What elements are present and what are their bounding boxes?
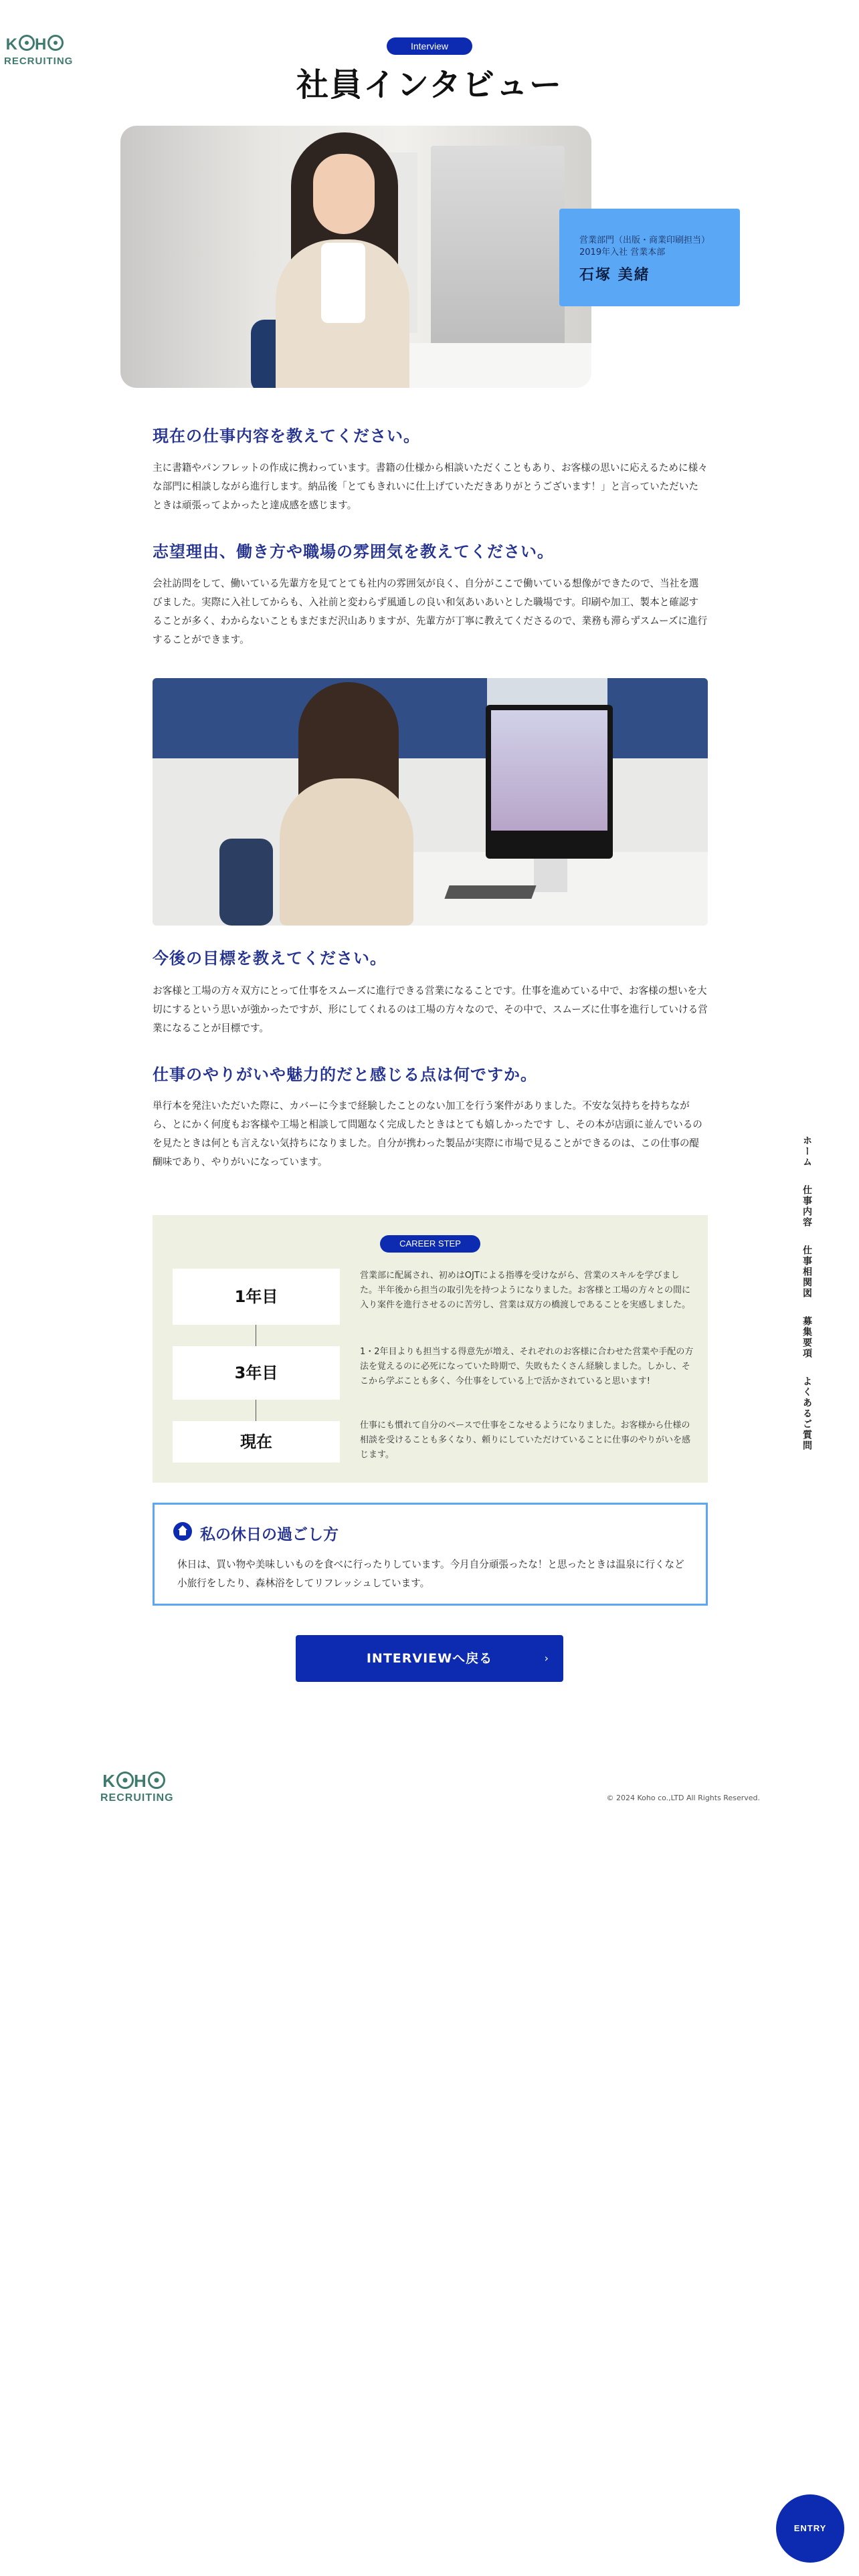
logo-mark: K H [100, 1771, 167, 1791]
profile-joined: 2019年入社 営業本部 [579, 247, 666, 257]
nav-item-requirements[interactable]: 募集要項 [801, 1316, 812, 1359]
profile-card [559, 209, 740, 306]
question-heading: 仕事のやりがいや魅力的だと感じる点は何ですか。 [153, 1065, 537, 1084]
footer-logo[interactable] [100, 1771, 174, 1804]
career-year-label: 3年目 [173, 1346, 340, 1400]
holiday-section [153, 1503, 708, 1606]
profile-department: 営業部門（出版・商業印刷担当） [579, 235, 710, 245]
answer-text: 単行本を発注いただいた際に、カバーに今まで経験したことのない加工を行う案件がありました。不安な気持ちを持ちながら、とにかく何度もお客様や工場と相談して問題なく完成したときはとても嬉しかったです し、その本が店頭に並んでいるのを見たときは何とも言えない気持ちになりました。自分が携わった製品が実際に市場で見ることができるのは、この仕事の醍醐味であり、やりがいになっています。 [153, 1100, 702, 1168]
nav-item-faq[interactable]: よくあるご質問 [801, 1376, 812, 1451]
career-step-text: 営業部に配属され、初めはOJTによる指導を受けながら、営業のスキルを学びました。半年後から担当の取引先を持つようになりました。お客様と工場の方々との間に入り案件を進行させるのに苦労し、営業は双方の橋渡しであることを実感しました。 [360, 1271, 691, 1310]
career-step-section [153, 1215, 708, 1483]
logo-subtitle: RECRUITING [100, 1792, 174, 1804]
career-step-text: 仕事にも慣れて自分のペースで仕事をこなせるようになりました。お客様から仕様の相談を受けることも多くなり、頼りにしていただけていることに仕事のやりがいを感じます。 [360, 1420, 691, 1460]
career-year-label: 1年目 [173, 1269, 340, 1325]
page-title: 社員インタビュー [296, 66, 563, 104]
profile-name: 石塚 美緒 [579, 267, 650, 284]
holiday-title: 私の休日の過ごし方 [200, 1526, 339, 1543]
answer-text: 会社訪問をして、働いている先輩方を見てとても社内の雰囲気が良く、自分がここで働いている想像ができたので、当社を選びました。実際に入社してからも、入社前と変わらず風通しの良い和気あいあいとした職場です。印刷や加工、製本と確認することが多く、わからないこともまだまだ沢山ありますが、先輩方が丁寧に教えてくださるので、業務も滞らずスムーズに進行することができます。 [153, 578, 708, 645]
copyright-text: © 2024 Koho co.,LTD All Rights Reserved. [606, 1794, 760, 1802]
entry-button[interactable] [776, 2494, 844, 2563]
question-heading: 現在の仕事内容を教えてください。 [153, 427, 420, 445]
holiday-text: 休日は、買い物や美味しいものを食べに行ったりしています。今月自分頑張ったな！と思ったときは温泉に行くなど小旅行をしたり、森林浴をしてリフレッシュしています。 [177, 1559, 684, 1589]
career-step-text: 1・2年目よりも担当する得意先が増え、それぞれのお客様に合わせた営業や手配の方法を覚えるのに必死になっていた時期で、失敗もたくさん経験しました。しかし、そこから学ぶことも多く、今仕事をしている上で活かされていると思います! [360, 1347, 694, 1386]
logo-mark: K H [4, 35, 66, 54]
answer-text: お客様と工場の方々双方にとって仕事をスムーズに進行できる営業になることです。仕事を進めている中で、お客様の想いを大切にするという思いが強かったですが、形にしてくれるのは工場の方々なので、その中で、スムーズに仕事を進行していける営業になることが目標です。 [153, 985, 708, 1034]
nav-item-job[interactable]: 仕事内容 [801, 1185, 812, 1228]
nav-item-home[interactable]: ホーム [801, 1136, 812, 1168]
back-button-label: INTERVIEWへ戻る [366, 1651, 493, 1666]
question-heading: 今後の目標を教えてください。 [153, 949, 387, 968]
career-step-badge: CAREER STEP [380, 1235, 480, 1253]
side-nav [800, 1136, 819, 1469]
chevron-right-icon: › [544, 1652, 549, 1665]
answer-text: 主に書籍やパンフレットの作成に携わっています。書籍の仕様から相談いただくこともあり、お客様の思いに応えるために様々な部門に相談しながら進行します。納品後「とてもきれいに仕上げていただきありがとうございます！」と言っていただいたときは頑張ってよかったと達成感を感じます。 [153, 462, 708, 511]
entry-label: ENTRY [793, 2523, 827, 2533]
interview-badge: Interview [387, 37, 472, 55]
home-icon [173, 1522, 192, 1541]
back-to-interview-button[interactable] [296, 1635, 563, 1682]
question-heading: 志望理由、働き方や職場の雰囲気を教えてください。 [153, 542, 554, 561]
nav-item-chart[interactable]: 仕事相関図 [801, 1245, 812, 1299]
office-work-photo [153, 678, 708, 926]
employee-portrait-photo [120, 126, 591, 388]
career-year-label: 現在 [173, 1421, 340, 1463]
logo-subtitle: RECRUITING [4, 56, 74, 67]
